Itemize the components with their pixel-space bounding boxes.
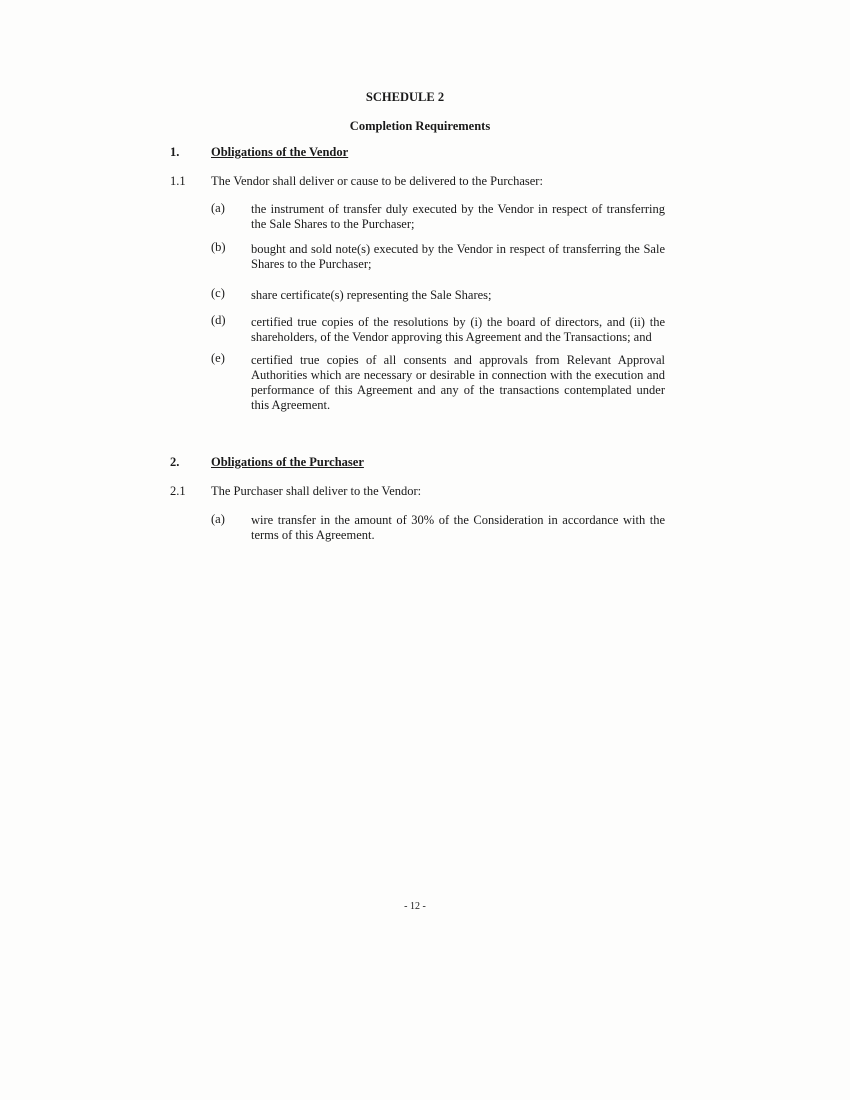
section-title: Obligations of the Purchaser [211,455,364,469]
section-title: Obligations of the Vendor [211,145,349,159]
page-number: - 12 - [404,901,426,912]
clause-number: 2.1 [170,484,186,498]
section-number: 2. [170,455,180,469]
item-text: certified true copies of all consents and approvals from Relevant Approval Authorities which are necessary or desirable in connection with the execution and performance of this Agreement and any of the transactions contemplated under this Agreement. [251,353,665,412]
item-text: the instrument of transfer duly executed by the Vendor in respect of transferring the Sale Shares to the Purchaser; [251,202,665,231]
item-letter: (e) [211,351,225,365]
item-text: certified true copies of the resolutions by (i) the board of directors, and (ii) the shareholders, of the Vendor approving this Agreement and the Transactions; and [251,315,665,344]
item-letter: (c) [211,286,225,300]
clause-text: The Vendor shall deliver or cause to be delivered to the Purchaser: [211,174,543,188]
item-letter: (d) [211,313,226,327]
item-text: wire transfer in the amount of 30% of the Consideration in accordance with the terms of this Agreement. [251,513,665,542]
item-letter: (b) [211,240,226,254]
item-letter: (a) [211,201,225,215]
item-text: bought and sold note(s) executed by the Vendor in respect of transferring the Sale Shares to the Purchaser; [251,242,665,271]
item-letter: (a) [211,512,225,526]
section-number: 1. [170,145,180,159]
schedule-title: SCHEDULE 2 [365,90,445,104]
clause-number: 1.1 [170,174,186,188]
item-text: share certificate(s) representing the Sale Shares; [251,288,492,302]
clause-text: The Purchaser shall deliver to the Vendor: [211,484,422,498]
schedule-subtitle: Completion Requirements [349,119,491,133]
